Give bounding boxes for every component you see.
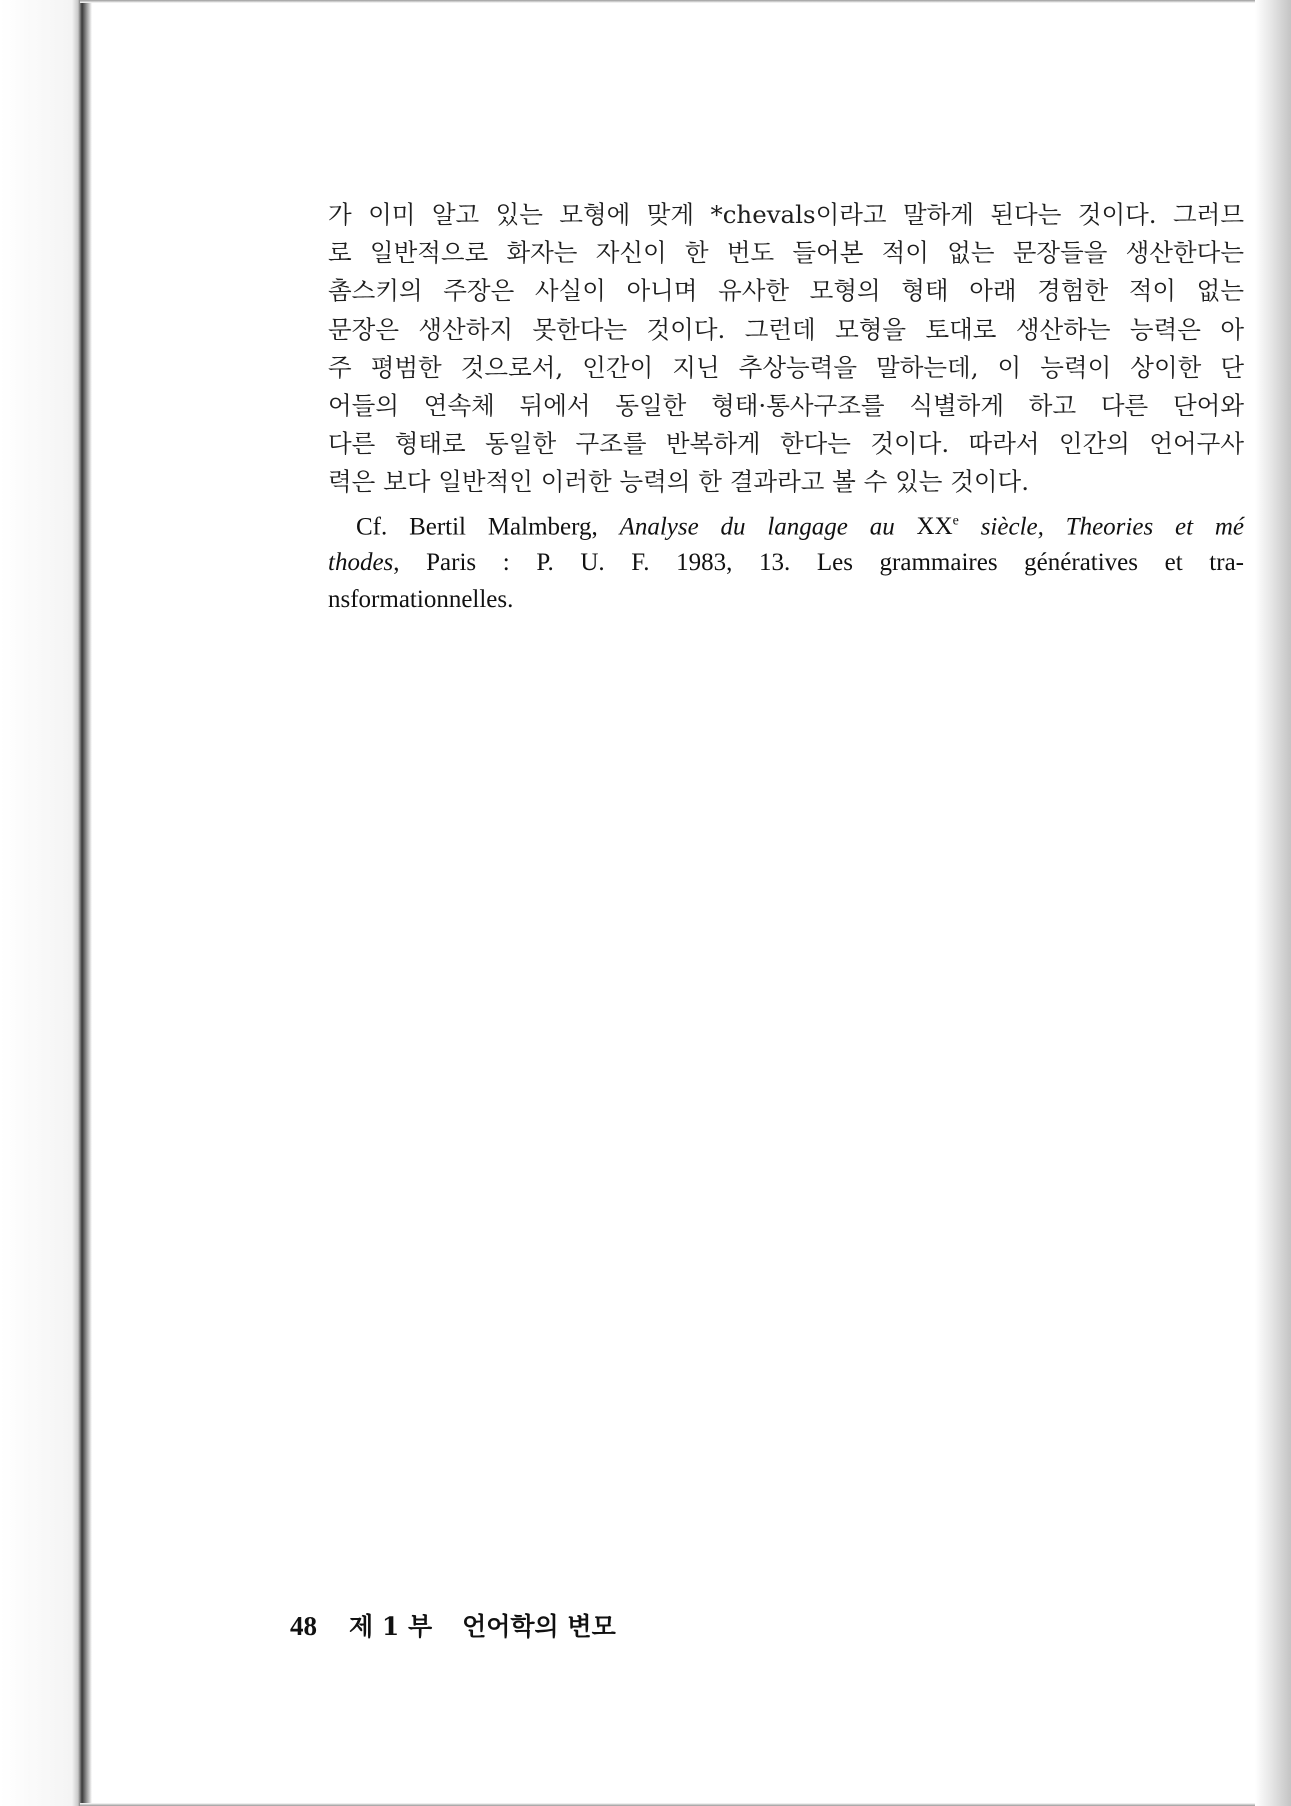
book-spine-edge (0, 0, 92, 1806)
book-page (92, 3, 1263, 1803)
citation-century-sup: e (952, 513, 959, 529)
section-title: 언어학의 변모 (462, 1612, 616, 1641)
citation-title-part2: siècle, Theories et mé (980, 512, 1245, 540)
text-line-7: 다른 형태로 동일한 구조를 반복하게 한다는 것이다. 따라서 인간의 언어구사 (328, 429, 1244, 459)
page-number: 48 (290, 1611, 317, 1641)
citation-title-part3: thodes (328, 549, 394, 577)
citation-publication: , Paris : P. U. F. 1983, 13. Les grammaires génératives et tra- (393, 549, 1244, 577)
text-line-4: 문장은 생산하지 못한다는 것이다. 그런데 모형을 토대로 생산하는 능력은 아 (328, 314, 1244, 344)
text-line-8: 력은 보다 일반적인 이러한 능력의 한 결과라고 볼 수 있는 것이다. (328, 467, 1030, 497)
citation-line-3: nsformationnelles. (328, 585, 514, 613)
text-line-3: 촘스키의 주장은 사실이 아니며 유사한 모형의 형태 아래 경험한 적이 없는 (328, 276, 1244, 306)
text-line-2: 로 일반적으로 화자는 자신이 한 번도 들어본 적이 없는 문장들을 생산한다는 (328, 238, 1244, 268)
citation-title-part1: Analyse du langage au (619, 512, 895, 540)
citation-line-1 (328, 504, 1244, 546)
text-line-5: 주 평범한 것으로서, 인간이 지닌 추상능력을 말하는데, 이 능력이 상이한 단 (328, 352, 1244, 382)
text-line-6: 어들의 연속체 뒤에서 동일한 형태·통사구조를 식별하게 하고 다른 단어와 (328, 391, 1244, 421)
citation-prefix: Cf. Bertil Malmberg, (356, 512, 620, 540)
running-footer (290, 1607, 616, 1643)
main-text-block (328, 196, 1244, 618)
citation-line-2 (328, 545, 1244, 582)
citation-century: XXe (916, 512, 959, 540)
citation-block (328, 504, 1244, 619)
part-label: 제 1 부 (349, 1612, 433, 1641)
text-line-1: 가 이미 알고 있는 모형에 맞게 *chevals이라고 말하게 된다는 것이다. 그러므 (328, 200, 1244, 229)
